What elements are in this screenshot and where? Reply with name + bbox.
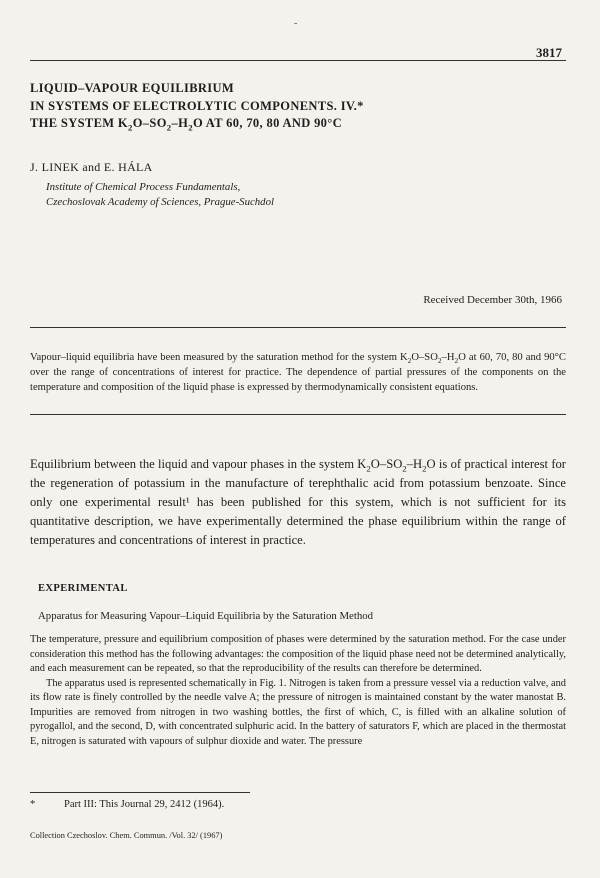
authors: J. LINEK and E. HÁLA xyxy=(30,160,153,174)
body-paragraph-2: The apparatus used is represented schematically in Fig. 1. Nitrogen is taken from a pressure vessel via a reduction valve, and its flow rate is finely controlled by the needle valve A; the pressure of nitrogen is maintained constant by the water manostat B. Impurities are removed from nitrogen in two washing bottles, the first of which, C, is filled with an alkaline solution of pyrogallol, and the second, D, with concentrated sulphuric acid. In the battery of saturators F, which are placed in the thermostat E, nitrogen is saturated with vapours of sulphur dioxide and water. The pressure xyxy=(30,677,566,747)
title-line-1: LIQUID–VAPOUR EQUILIBRIUM xyxy=(30,81,235,95)
body-paragraph-1: The temperature, pressure and equilibrium composition of phases were determined by the saturation method. For the case under consideration this method has the following advantages: the composition of the liquid phase need not be determined analytically, and each measurement can be repeated, so that the reproducibility of the results can therefore be determined. xyxy=(30,634,566,674)
body-text xyxy=(30,633,566,749)
section-heading: EXPERIMENTAL xyxy=(38,583,128,594)
subsection-heading: Apparatus for Measuring Vapour–Liquid Equilibria by the Saturation Method xyxy=(38,610,374,622)
footnote xyxy=(30,799,224,810)
affiliation-line-2: Czechoslovak Academy of Sciences, Prague-Suchdol xyxy=(46,196,274,208)
title-line-2: IN SYSTEMS OF ELECTROLYTIC COMPONENTS. IV.* xyxy=(30,98,364,113)
tick-mark: - xyxy=(294,18,298,29)
abstract-rule-top xyxy=(30,327,566,328)
affiliation xyxy=(46,180,274,210)
page-number: 3817 xyxy=(536,45,562,60)
title-line-3: THE SYSTEM $K_2O-SO_2-H_2O$ AT 60, 70, 80 AND 90°C xyxy=(30,116,342,133)
article-title xyxy=(30,80,364,133)
abstract: Vapour–liquid equilibria have been measured by the saturation method for the system $K_2O-SO_2-H_2O$ at 60, 70, 80 and 90°C over the range of concentrations of interest for practice. The dependence of partial pressures of the components on the temperature and composition of the liquid phase is expressed by thermodynamically consistent equations. xyxy=(30,352,566,394)
received-date: Received December 30th, 1966 xyxy=(423,294,562,306)
footnote-mark: * xyxy=(30,799,36,810)
footnote-text: Part III: This Journal 29, 2412 (1964). xyxy=(64,799,225,810)
footnote-rule xyxy=(30,792,250,793)
affiliation-line-1: Institute of Chemical Process Fundamentals, xyxy=(46,181,241,193)
introduction-paragraph: Equilibrium between the liquid and vapour phases in the system $K_2O-SO_2-H_2O$ is of practical interest for the regeneration of potassium in the manufacture of terephthalic acid from potassium benzoate. Since only one experimental result¹ has been published for this system, which is not sufficient for its quantitative description, we have experimentally determined the phase equilibrium within the range of temperatures and concentrations of interest in practice. xyxy=(30,457,566,547)
journal-footer: Collection Czechoslov. Chem. Commun. /Vol. 32/ (1967) xyxy=(30,831,223,840)
header-rule xyxy=(30,60,566,61)
abstract-rule-bottom xyxy=(30,414,566,415)
